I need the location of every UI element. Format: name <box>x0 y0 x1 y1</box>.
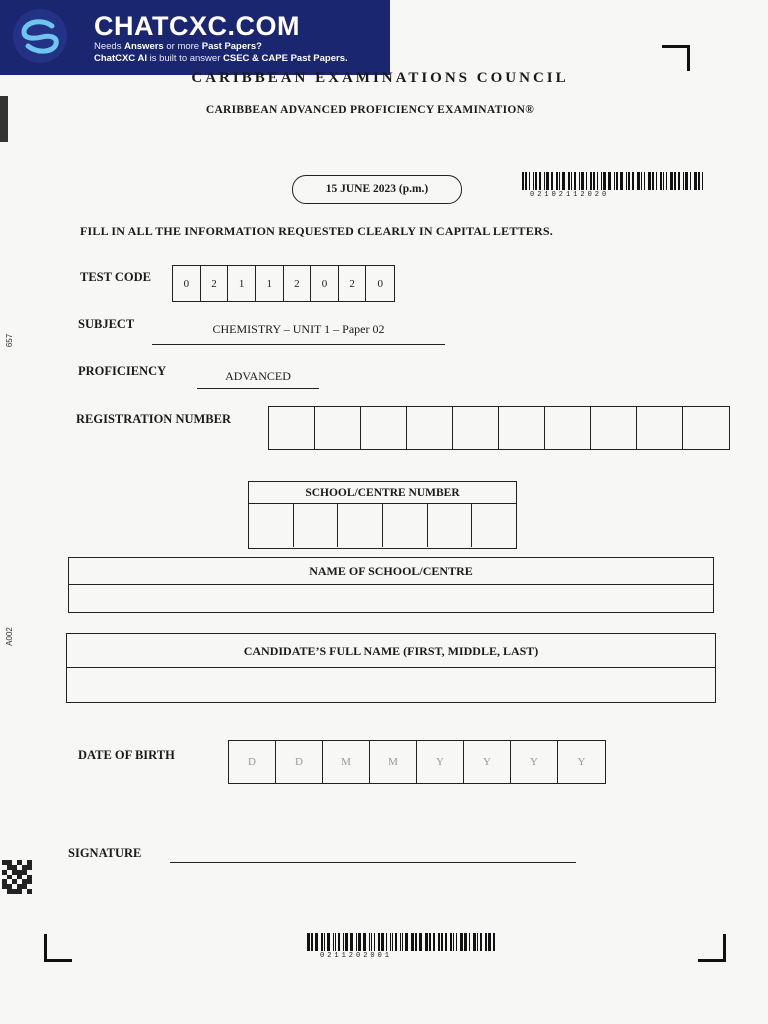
proficiency-value: ADVANCED <box>197 369 319 389</box>
instruction: FILL IN ALL THE INFORMATION REQUESTED CLEARLY IN CAPITAL LETTERS. <box>80 224 553 238</box>
dob-box[interactable]: D <box>229 741 276 783</box>
chatcxc-banner[interactable] <box>0 0 390 75</box>
registration-digit-box[interactable] <box>545 407 591 449</box>
barcode-bar <box>369 933 370 951</box>
barcode-bar <box>568 172 570 190</box>
barcode-bar <box>702 172 703 190</box>
top-barcode <box>522 172 706 190</box>
exam-title: CARIBBEAN ADVANCED PROFICIENCY EXAMINATION® <box>205 104 535 116</box>
barcode-bar <box>685 172 688 190</box>
barcode-bar <box>386 933 387 951</box>
bottom-barcode-number: 0211202001 <box>320 952 393 960</box>
barcode-bar <box>632 172 634 190</box>
date-of-birth-label: DATE OF BIRTH <box>78 748 175 762</box>
barcode-bar <box>311 933 313 951</box>
barcode-bar <box>327 933 330 951</box>
school-centre-number-label: SCHOOL/CENTRE NUMBER <box>249 482 516 504</box>
barcode-bar <box>429 933 431 951</box>
proficiency-label: PROFICIENCY <box>78 364 167 378</box>
barcode-bar <box>670 172 673 190</box>
date-of-birth-boxes[interactable] <box>228 740 606 784</box>
barcode-bar <box>666 172 667 190</box>
barcode-bar <box>616 172 618 190</box>
barcode-bar <box>586 172 587 190</box>
council-title: CARIBBEAN EXAMINATIONS COUNCIL <box>191 70 569 86</box>
barcode-bar <box>608 172 611 190</box>
registration-digit-box[interactable] <box>499 407 545 449</box>
barcode-bar <box>694 172 697 190</box>
barcode-bar <box>539 172 541 190</box>
corner-mark-bottom-right <box>698 934 726 962</box>
barcode-bar <box>433 933 435 951</box>
barcode-bar <box>356 933 357 951</box>
barcode-bar <box>522 172 524 190</box>
test-code-digit: 2 <box>339 266 367 301</box>
barcode-bar <box>469 933 470 951</box>
dob-box[interactable]: M <box>323 741 370 783</box>
barcode-bar <box>644 172 645 190</box>
barcode-bar <box>698 172 700 190</box>
side-code-1: 657 <box>5 333 15 348</box>
registration-number-boxes[interactable] <box>268 406 730 450</box>
registration-digit-box[interactable] <box>361 407 407 449</box>
barcode-bar <box>590 172 592 190</box>
barcode-bar <box>441 933 443 951</box>
test-code-boxes <box>172 265 395 302</box>
barcode-bar <box>597 172 598 190</box>
barcode-bar <box>460 933 463 951</box>
school-name-field[interactable] <box>68 557 714 613</box>
barcode-bar <box>626 172 627 190</box>
barcode-bar <box>601 172 602 190</box>
barcode-bar <box>338 933 340 951</box>
barcode-bar <box>358 933 361 951</box>
barcode-bar <box>456 933 457 951</box>
brand-name: CHATCXC.COM <box>94 10 300 41</box>
barcode-bar <box>579 172 580 190</box>
bottom-barcode <box>307 933 498 951</box>
barcode-bar <box>660 172 662 190</box>
barcode-bar <box>425 933 428 951</box>
barcode-bar <box>315 933 318 951</box>
barcode-bar <box>371 933 372 951</box>
barcode-bar <box>525 172 527 190</box>
signature-line[interactable] <box>170 847 576 863</box>
school-number-digit-box[interactable] <box>338 504 383 547</box>
barcode-bar <box>648 172 651 190</box>
barcode-bar <box>350 933 353 951</box>
barcode-bar <box>562 172 565 190</box>
barcode-bar <box>411 933 414 951</box>
candidate-name-label: CANDIDATE’S FULL NAME (FIRST, MIDDLE, LAST) <box>67 634 715 668</box>
barcode-bar <box>405 933 408 951</box>
test-code-digit: 1 <box>228 266 256 301</box>
barcode-bar <box>559 172 560 190</box>
barcode-bar <box>603 172 606 190</box>
exam-date: 15 JUNE 2023 (p.m.) <box>292 175 462 204</box>
corner-mark-bottom-left <box>44 934 72 962</box>
barcode-bar <box>381 933 384 951</box>
barcode-bar <box>529 172 530 190</box>
barcode-bar <box>419 933 422 951</box>
barcode-bar <box>445 933 447 951</box>
test-code-digit: 2 <box>201 266 229 301</box>
barcode-bar <box>690 172 691 190</box>
registration-label: REGISTRATION NUMBER <box>76 412 231 426</box>
barcode-bar <box>551 172 553 190</box>
barcode-bar <box>400 933 401 951</box>
subject-label: SUBJECT <box>78 317 135 331</box>
side-code-2: A002 <box>4 627 14 646</box>
barcode-bar <box>488 933 491 951</box>
barcode-bar <box>345 933 348 951</box>
registration-digit-box[interactable] <box>269 407 315 449</box>
dob-box[interactable]: D <box>276 741 323 783</box>
registration-digit-box[interactable] <box>637 407 683 449</box>
barcode-bar <box>544 172 545 190</box>
barcode-bar <box>307 933 310 951</box>
school-centre-number-field[interactable] <box>248 481 517 549</box>
registration-digit-box[interactable] <box>453 407 499 449</box>
barcode-bar <box>663 172 664 190</box>
barcode-bar <box>402 933 403 951</box>
test-code-digit: 0 <box>173 266 201 301</box>
barcode-bar <box>674 172 676 190</box>
test-code-label: TEST CODE <box>80 270 151 284</box>
corner-mark-top-right <box>662 45 690 71</box>
barcode-bar <box>374 933 375 951</box>
barcode-bar <box>571 172 572 190</box>
barcode-bar <box>593 172 595 190</box>
test-code-digit: 1 <box>256 266 284 301</box>
candidate-name-field[interactable] <box>66 633 716 703</box>
registration-digit-box[interactable] <box>591 407 637 449</box>
barcode-bar <box>333 933 334 951</box>
school-number-digit-box[interactable] <box>294 504 339 547</box>
barcode-bar <box>614 172 615 190</box>
barcode-bar <box>546 172 549 190</box>
dob-box[interactable]: Y <box>577 756 586 768</box>
barcode-bar <box>628 172 630 190</box>
test-code-digit: 2 <box>284 266 312 301</box>
barcode-bar <box>641 172 642 190</box>
school-name-label: NAME OF SCHOOL/CENTRE <box>69 558 713 585</box>
barcode-bar <box>395 933 397 951</box>
test-code-digit: 0 <box>311 266 339 301</box>
barcode-bar <box>438 933 440 951</box>
barcode-bar <box>652 172 654 190</box>
barcode-bar <box>480 933 482 951</box>
qr-module <box>27 889 32 894</box>
chatcxc-logo-icon <box>0 0 80 75</box>
barcode-bar <box>321 933 323 951</box>
registration-digit-box[interactable] <box>315 407 361 449</box>
subject-value: CHEMISTRY – UNIT 1 – Paper 02 <box>152 322 445 345</box>
barcode-bar <box>392 933 393 951</box>
banner-tagline-2: ChatCXC AI is built to answer CSEC & CAPE Past Papers. <box>94 52 348 64</box>
registration-digit-box[interactable] <box>407 407 453 449</box>
dob-box[interactable]: M <box>370 741 417 783</box>
edge-mark <box>0 96 8 142</box>
barcode-bar <box>535 172 537 190</box>
barcode-bar <box>477 933 478 951</box>
barcode-bar <box>683 172 684 190</box>
banner-tagline-1: Needs Answers or more Past Papers? <box>94 40 262 52</box>
dob-box[interactable]: Y <box>464 741 511 783</box>
barcode-bar <box>343 933 344 951</box>
dob-box[interactable]: Y <box>511 741 558 783</box>
barcode-bar <box>378 933 380 951</box>
barcode-bar <box>473 933 476 951</box>
test-code-digit: 0 <box>377 277 383 290</box>
school-number-digit-box[interactable] <box>428 504 473 547</box>
barcode-bar <box>656 172 657 190</box>
signature-label: SIGNATURE <box>68 846 142 860</box>
barcode-bar <box>637 172 640 190</box>
barcode-bar <box>556 172 558 190</box>
barcode-bar <box>363 933 366 951</box>
top-barcode-number: 02102112020 <box>530 191 610 199</box>
barcode-bar <box>415 933 417 951</box>
barcode-bar <box>574 172 576 190</box>
school-number-digit-box[interactable] <box>383 504 428 547</box>
barcode-bar <box>464 933 467 951</box>
barcode-bar <box>533 172 534 190</box>
dob-box[interactable]: Y <box>417 741 464 783</box>
barcode-bar <box>450 933 452 951</box>
qr-code-icon <box>2 860 32 894</box>
registration-digit-box[interactable] <box>683 407 729 449</box>
barcode-bar <box>390 933 391 951</box>
school-number-digit-box[interactable] <box>472 504 516 547</box>
barcode-bar <box>620 172 623 190</box>
barcode-bar <box>324 933 325 951</box>
barcode-bar <box>678 172 680 190</box>
school-number-digit-box[interactable] <box>249 504 294 547</box>
barcode-bar <box>453 933 454 951</box>
barcode-bar <box>581 172 584 190</box>
barcode-bar <box>493 933 495 951</box>
barcode-bar <box>335 933 336 951</box>
barcode-bar <box>485 933 487 951</box>
